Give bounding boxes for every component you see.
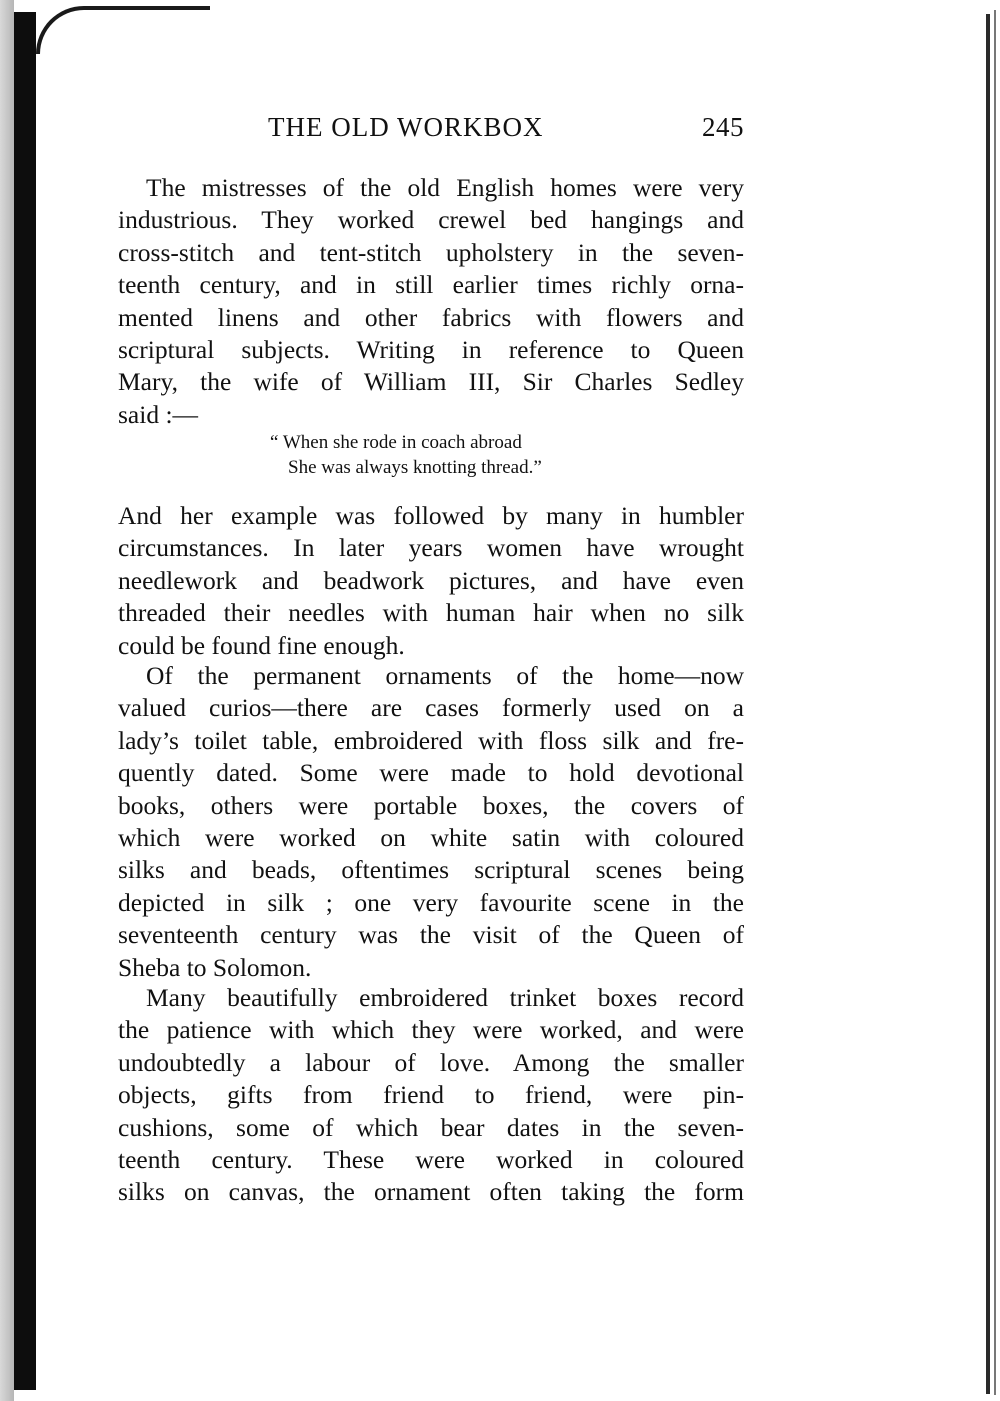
text-line: teenth century, and in still earlier times richly orna- (118, 270, 744, 300)
running-title: THE OLD WORKBOX (268, 112, 544, 142)
paragraph-4 (118, 982, 744, 1209)
verse-line: She was always knotting thread.” (288, 457, 542, 478)
text-line: silks on canvas, the ornament often taking the form (118, 1177, 744, 1207)
text-line: seventeenth century was the visit of the Queen of (118, 920, 744, 950)
text-line: Sheba to Solomon. (118, 952, 312, 982)
text-line: lady’s toilet table, embroidered with floss silk and fre- (118, 725, 744, 755)
scan-edge-right-outer (994, 10, 996, 1395)
text-line: needlework and beadwork pictures, and have even (118, 565, 744, 595)
text-line: objects, gifts from friend to friend, were pin- (118, 1080, 744, 1110)
scan-shadow-left (0, 0, 14, 1401)
text-line: said :— (118, 399, 199, 429)
text-line: valued curios—there are cases formerly used on a (118, 693, 744, 723)
text-line: books, others were portable boxes, the covers of (118, 790, 744, 820)
text-line: threaded their needles with human hair when no silk (118, 598, 744, 628)
text-line: the patience with which they were worked, and were (118, 1015, 744, 1045)
page-curl (36, 6, 210, 54)
scan-edge-right (986, 14, 990, 1394)
text-line: depicted in silk ; one very favourite scene in the (118, 887, 744, 917)
text-line: Of the permanent ornaments of the home—now (146, 661, 744, 690)
text-line: Many beautifully embroidered trinket boxes record (146, 983, 744, 1012)
text-line: And her example was followed by many in humbler (118, 501, 744, 530)
paragraph-3 (118, 660, 744, 984)
paragraph-2 (118, 500, 744, 662)
text-line: teenth century. These were worked in coloured (118, 1145, 744, 1175)
verse-quotation (270, 430, 542, 480)
paragraph-1 (118, 172, 744, 431)
running-header (118, 112, 744, 152)
text-line: mented linens and other fabrics with flowers and (118, 302, 744, 332)
text-line: could be found fine enough. (118, 630, 405, 660)
text-line: industrious. They worked crewel bed hangings and (118, 205, 744, 235)
page-number: 245 (702, 112, 744, 142)
text-line: quently dated. Some were made to hold devotional (118, 758, 744, 788)
book-binding-edge (14, 12, 36, 1390)
text-line: cushions, some of which bear dates in the seven- (118, 1112, 744, 1142)
text-line: which were worked on white satin with coloured (118, 823, 744, 853)
text-line: undoubtedly a labour of love. Among the smaller (118, 1047, 744, 1077)
text-line: cross-stitch and tent-stitch upholstery in the seven- (118, 237, 744, 267)
verse-line: “ When she rode in coach abroad (270, 432, 522, 453)
text-line: The mistresses of the old English homes were very (146, 173, 744, 202)
text-line: Mary, the wife of William III, Sir Charles Sedley (118, 367, 744, 397)
text-line: silks and beads, oftentimes scriptural scenes being (118, 855, 744, 885)
text-line: circumstances. In later years women have wrought (118, 533, 744, 563)
text-line: scriptural subjects. Writing in reference to Queen (118, 335, 744, 365)
